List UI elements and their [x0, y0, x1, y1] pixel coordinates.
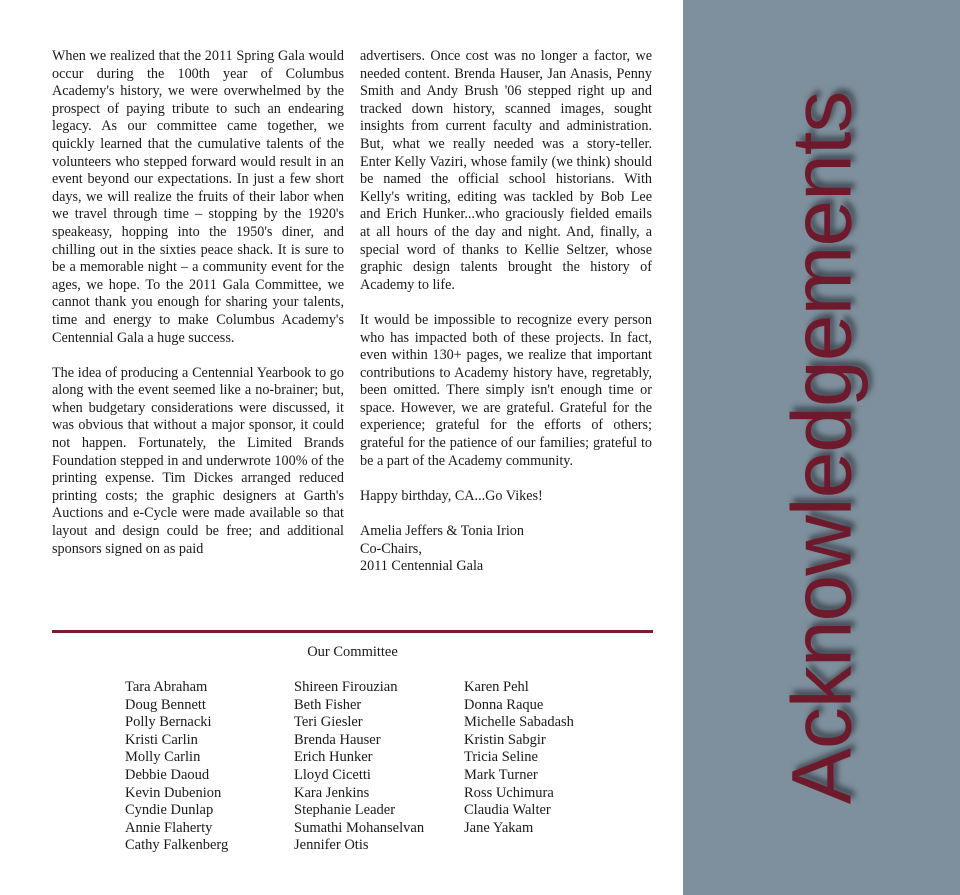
committee-list-1 [125, 679, 228, 855]
committee-member: Erich Hunker [294, 749, 373, 766]
recognition-paragraph: It would be impossible to recognize every person who has impacted both of these projects. In fact, even within 130+ pages, we realize that important contributions to Academy history have, regretably, been omitted. There simply isn't enough time or space. However, we are grateful. Grateful for the experience; grateful for the efforts of others; grateful for the patience of our families; grateful to be a part of the Academy community. [360, 311, 652, 469]
committee-member: Tara Abraham [125, 679, 208, 695]
committee-member: Michelle Sabadash [464, 714, 574, 731]
committee-member: Mark Turner [464, 766, 538, 783]
committee-member: Debbie Daoud [125, 766, 210, 783]
committee-member: Sumathi Mohanselvan [294, 819, 425, 836]
committee-member: Molly Carlin [125, 749, 201, 766]
committee-member: Jane Yakam [464, 819, 534, 836]
committee-member: Cyndie Dunlap [125, 802, 214, 819]
committee-member: Kara Jenkins [294, 784, 370, 801]
intro-paragraph: When we realized that the 2011 Spring Gala would occur during the 100th year of Columbus Academy's history, we were overwhelmed by the prospect of paying tribute to such an endearing legacy. As our committee came together, we quickly learned that the cumulative talents of the volunteers who stepped forward would result in an event beyond our expectations. In just a few short days, we will realize the fruits of their labor when we travel through time – stopping by the 1920's speakeasy, hopping into the 1950's diner, and chilling out in the sixties peace shack. It is sure to be a memorable night – a community event for the ages, we hope. To the 2011 Gala Committee, we cannot thank you enough for sharing your talents, time and energy to make Columbus Academy's Centennial Gala a huge success. [52, 48, 344, 346]
committee-member: Brenda Hauser [294, 731, 381, 748]
committee-member: Shireen Firouzian [294, 679, 398, 695]
committee-member: Donna Raque [464, 696, 544, 713]
signature-names: Amelia Jeffers & Tonia Irion [360, 523, 524, 540]
page-title: Acknowledgements [774, 91, 869, 805]
committee-member: Jennifer Otis [294, 837, 369, 854]
committee-member: Beth Fisher [294, 696, 362, 713]
committee-member: Kristin Sabgir [464, 731, 546, 748]
committee-member: Tricia Seline [464, 749, 538, 766]
committee-member: Polly Bernacki [125, 714, 212, 731]
committee-member: Teri Giesler [294, 714, 363, 731]
yearbook-paragraph: The idea of producing a Centennial Yearbook to go along with the event seemed like a no-brainer; but, when budgetary considerations were discussed, it was obvious that without a major sponsor, it could not happen. Fortunately, the Limited Brands Foundation stepped in and underwrote 100% of the printing expense. Tim Dickes arranged reduced printing costs; the graphic designers at Garth's Auctions and e-Cycle were made available so that layout and design could be free; and additional sponsors signed on as paid [52, 364, 344, 557]
committee-member: Stephanie Leader [294, 802, 396, 819]
committee-member: Karen Pehl [464, 679, 529, 695]
left-column [52, 48, 344, 558]
committee-member: Lloyd Cicetti [294, 766, 371, 783]
signature-event: 2011 Centennial Gala [360, 558, 484, 575]
signature-role: Co-Chairs, [360, 540, 422, 557]
closing-line: Happy birthday, CA...Go Vikes! [360, 487, 543, 504]
section-divider [52, 630, 653, 633]
committee-list-3 [464, 679, 574, 837]
committee-member: Claudia Walter [464, 802, 551, 819]
committee-member: Kristi Carlin [125, 731, 198, 748]
committee-list-2 [294, 679, 424, 855]
committee-member: Annie Flaherty [125, 819, 213, 836]
committee-member: Doug Bennett [125, 696, 206, 713]
right-column [360, 48, 652, 576]
committee-member: Kevin Dubenion [125, 784, 222, 801]
committee-heading: Our Committee [307, 644, 398, 660]
committee-member: Ross Uchimura [464, 784, 554, 801]
committee-member: Cathy Falkenberg [125, 837, 229, 854]
content-paragraph: advertisers. Once cost was no longer a factor, we needed content. Brenda Hauser, Jan Anasis, Penny Smith and Andy Brush '06 stepped right up and tracked down history, scanned images, sought insights from current faculty and administration. But, what we really needed was a story-teller. Enter Kelly Vaziri, whose family (we think) should be named the official school historians. With Kelly's writing, editing was tackled by Bob Lee and Erich Hunker...who graciously fielded emails at all hours of the day and night. And, finally, a special word of thanks to Kellie Seltzer, whose graphic design talents brought the history of Academy to life. [360, 48, 652, 293]
